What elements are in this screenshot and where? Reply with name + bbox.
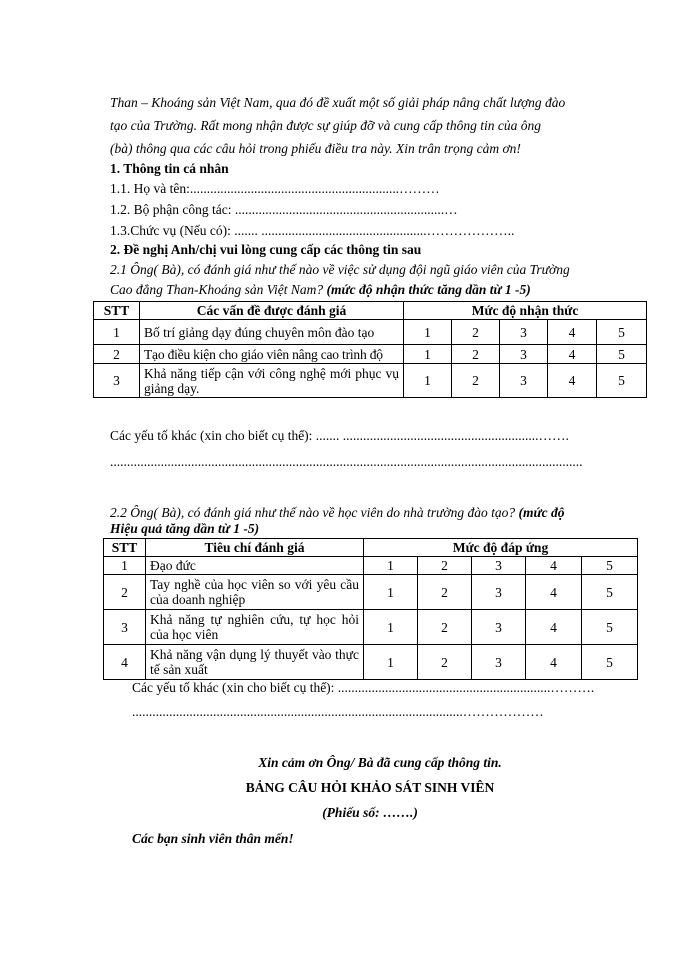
header-stt: STT bbox=[104, 539, 146, 557]
question-2-2-note: (mức độ bbox=[518, 505, 565, 520]
rating-cell[interactable]: 2 bbox=[418, 610, 472, 645]
intro-line-2: tạo của Trường. Rất mong nhận được sự giúp đỡ và cung cấp thông tin của ông bbox=[110, 118, 542, 133]
rating-cell[interactable]: 5 bbox=[582, 575, 638, 610]
table-row bbox=[104, 610, 638, 645]
table-row bbox=[94, 320, 647, 345]
row-stt: 1 bbox=[94, 320, 140, 345]
header-criteria: Tiêu chí đánh giá bbox=[146, 539, 364, 557]
competency-table bbox=[103, 538, 638, 680]
row-stt: 4 bbox=[104, 645, 146, 680]
rating-cell[interactable]: 3 bbox=[472, 610, 526, 645]
question-2-1-line-2: Cao đẳng Than-Khoáng sản Việt Nam? (mức độ nhận thức tăng dần từ 1 -5) bbox=[110, 282, 531, 297]
rating-cell[interactable]: 4 bbox=[548, 320, 597, 345]
rating-cell[interactable]: 1 bbox=[364, 575, 418, 610]
student-greeting: Các bạn sinh viên thân mến! bbox=[132, 831, 294, 846]
row-stt: 3 bbox=[94, 364, 140, 398]
question-2-2-line-1: 2.2 Ông( Bà), có đánh giá như thế nào về học viên do nhà trường đào tạo? (mức độ bbox=[110, 505, 565, 520]
table-row bbox=[104, 575, 638, 610]
rating-cell[interactable]: 3 bbox=[472, 557, 526, 575]
position-field: 1.3.Chức vụ (Nếu có): ....... .................................................……………….. bbox=[110, 223, 515, 238]
row-label: Tay nghề của học viên so với yêu cầu của doanh nghiệp bbox=[146, 575, 364, 610]
rating-cell[interactable]: 3 bbox=[472, 645, 526, 680]
question-2-2-line-2: Hiệu quả tăng dần từ 1 -5) bbox=[110, 521, 260, 536]
row-label: Khả năng tự nghiên cứu, tự học hỏi của học viên bbox=[146, 610, 364, 645]
rating-cell[interactable]: 1 bbox=[364, 610, 418, 645]
header-scale: Mức độ nhận thức bbox=[404, 302, 647, 320]
row-stt: 3 bbox=[104, 610, 146, 645]
row-stt: 1 bbox=[104, 557, 146, 575]
rating-cell[interactable]: 4 bbox=[548, 345, 597, 364]
question-2-1-note: (mức độ nhận thức tăng dần từ 1 -5) bbox=[326, 282, 531, 297]
rating-cell[interactable]: 4 bbox=[526, 610, 582, 645]
other-factors-2: Các yếu tố khác (xin cho biết cụ thể): ...............................................................………. bbox=[132, 680, 595, 695]
table-row bbox=[94, 345, 647, 364]
rating-cell[interactable]: 1 bbox=[364, 645, 418, 680]
rating-cell[interactable]: 5 bbox=[597, 345, 647, 364]
header-stt: STT bbox=[94, 302, 140, 320]
rating-cell[interactable]: 4 bbox=[526, 575, 582, 610]
department-field: 1.2. Bộ phận công tác: ..............................................................… bbox=[110, 202, 458, 217]
rating-cell[interactable]: 3 bbox=[472, 575, 526, 610]
rating-cell[interactable]: 1 bbox=[364, 557, 418, 575]
header-criteria: Các vấn đề được đánh giá bbox=[140, 302, 404, 320]
section-2-title: 2. Đề nghị Anh/chị vui lòng cung cấp các thông tin sau bbox=[110, 242, 422, 257]
rating-cell[interactable]: 5 bbox=[597, 320, 647, 345]
rating-cell[interactable]: 2 bbox=[418, 557, 472, 575]
rating-cell[interactable]: 3 bbox=[500, 364, 548, 398]
table-header-row bbox=[94, 302, 647, 320]
rating-cell[interactable]: 2 bbox=[452, 364, 500, 398]
survey-title: BẢNG CÂU HỎI KHẢO SÁT SINH VIÊN bbox=[245, 780, 495, 795]
rating-cell[interactable]: 2 bbox=[452, 320, 500, 345]
rating-cell[interactable]: 1 bbox=[404, 364, 452, 398]
row-label: Khả năng vận dụng lý thuyết vào thực tế sản xuất bbox=[146, 645, 364, 680]
name-field: 1.1. Họ và tên:..............................................................……… bbox=[110, 181, 440, 196]
perception-table bbox=[93, 301, 647, 398]
row-label: Đạo đức bbox=[146, 557, 364, 575]
rating-cell[interactable]: 5 bbox=[582, 610, 638, 645]
rating-cell[interactable]: 1 bbox=[404, 320, 452, 345]
rating-cell[interactable]: 3 bbox=[500, 345, 548, 364]
rating-cell[interactable]: 2 bbox=[418, 575, 472, 610]
table-row bbox=[94, 364, 647, 398]
other-factors-1: Các yếu tố khác (xin cho biết cụ thể): ....... ..........................................................……. bbox=[110, 428, 569, 443]
form-number: (Phiếu số: …….) bbox=[322, 805, 418, 820]
other-factors-2-continued: ..................................................................................................……………… bbox=[132, 704, 544, 719]
rating-cell[interactable]: 4 bbox=[526, 645, 582, 680]
rating-cell[interactable]: 5 bbox=[582, 645, 638, 680]
other-factors-1-continued: ............................................................................................................................................ bbox=[110, 454, 583, 469]
table-row bbox=[104, 557, 638, 575]
rating-cell[interactable]: 2 bbox=[452, 345, 500, 364]
rating-cell[interactable]: 4 bbox=[526, 557, 582, 575]
row-label: Khả năng tiếp cận với công nghệ mới phục vụ giảng dạy. bbox=[140, 364, 404, 398]
row-label: Bố trí giảng dạy đúng chuyên môn đào tạo bbox=[140, 320, 404, 345]
rating-cell[interactable]: 3 bbox=[500, 320, 548, 345]
table-header-row bbox=[104, 539, 638, 557]
rating-cell[interactable]: 4 bbox=[548, 364, 597, 398]
intro-line-3: (bà) thông qua các câu hỏi trong phiếu điều tra này. Xin trân trọng cảm ơn! bbox=[110, 141, 521, 156]
rating-cell[interactable]: 2 bbox=[418, 645, 472, 680]
row-label: Tạo điều kiện cho giáo viên nâng cao trình độ bbox=[140, 345, 404, 364]
row-stt: 2 bbox=[94, 345, 140, 364]
thank-you-note: Xin cảm ơn Ông/ Bà đã cung cấp thông tin. bbox=[258, 755, 502, 770]
rating-cell[interactable]: 5 bbox=[597, 364, 647, 398]
rating-cell[interactable]: 5 bbox=[582, 557, 638, 575]
rating-cell[interactable]: 1 bbox=[404, 345, 452, 364]
question-2-1-line-1: 2.1 Ông( Bà), có đánh giá như thế nào về việc sử dụng đội ngũ giáo viên của Trường bbox=[110, 262, 570, 277]
section-1-title: 1. Thông tin cá nhân bbox=[110, 161, 229, 176]
row-stt: 2 bbox=[104, 575, 146, 610]
header-scale: Mức độ đáp ứng bbox=[364, 539, 638, 557]
table-row bbox=[104, 645, 638, 680]
intro-line-1: Than – Khoáng sản Việt Nam, qua đó đề xuất một số giải pháp nâng chất lượng đào bbox=[110, 95, 566, 110]
